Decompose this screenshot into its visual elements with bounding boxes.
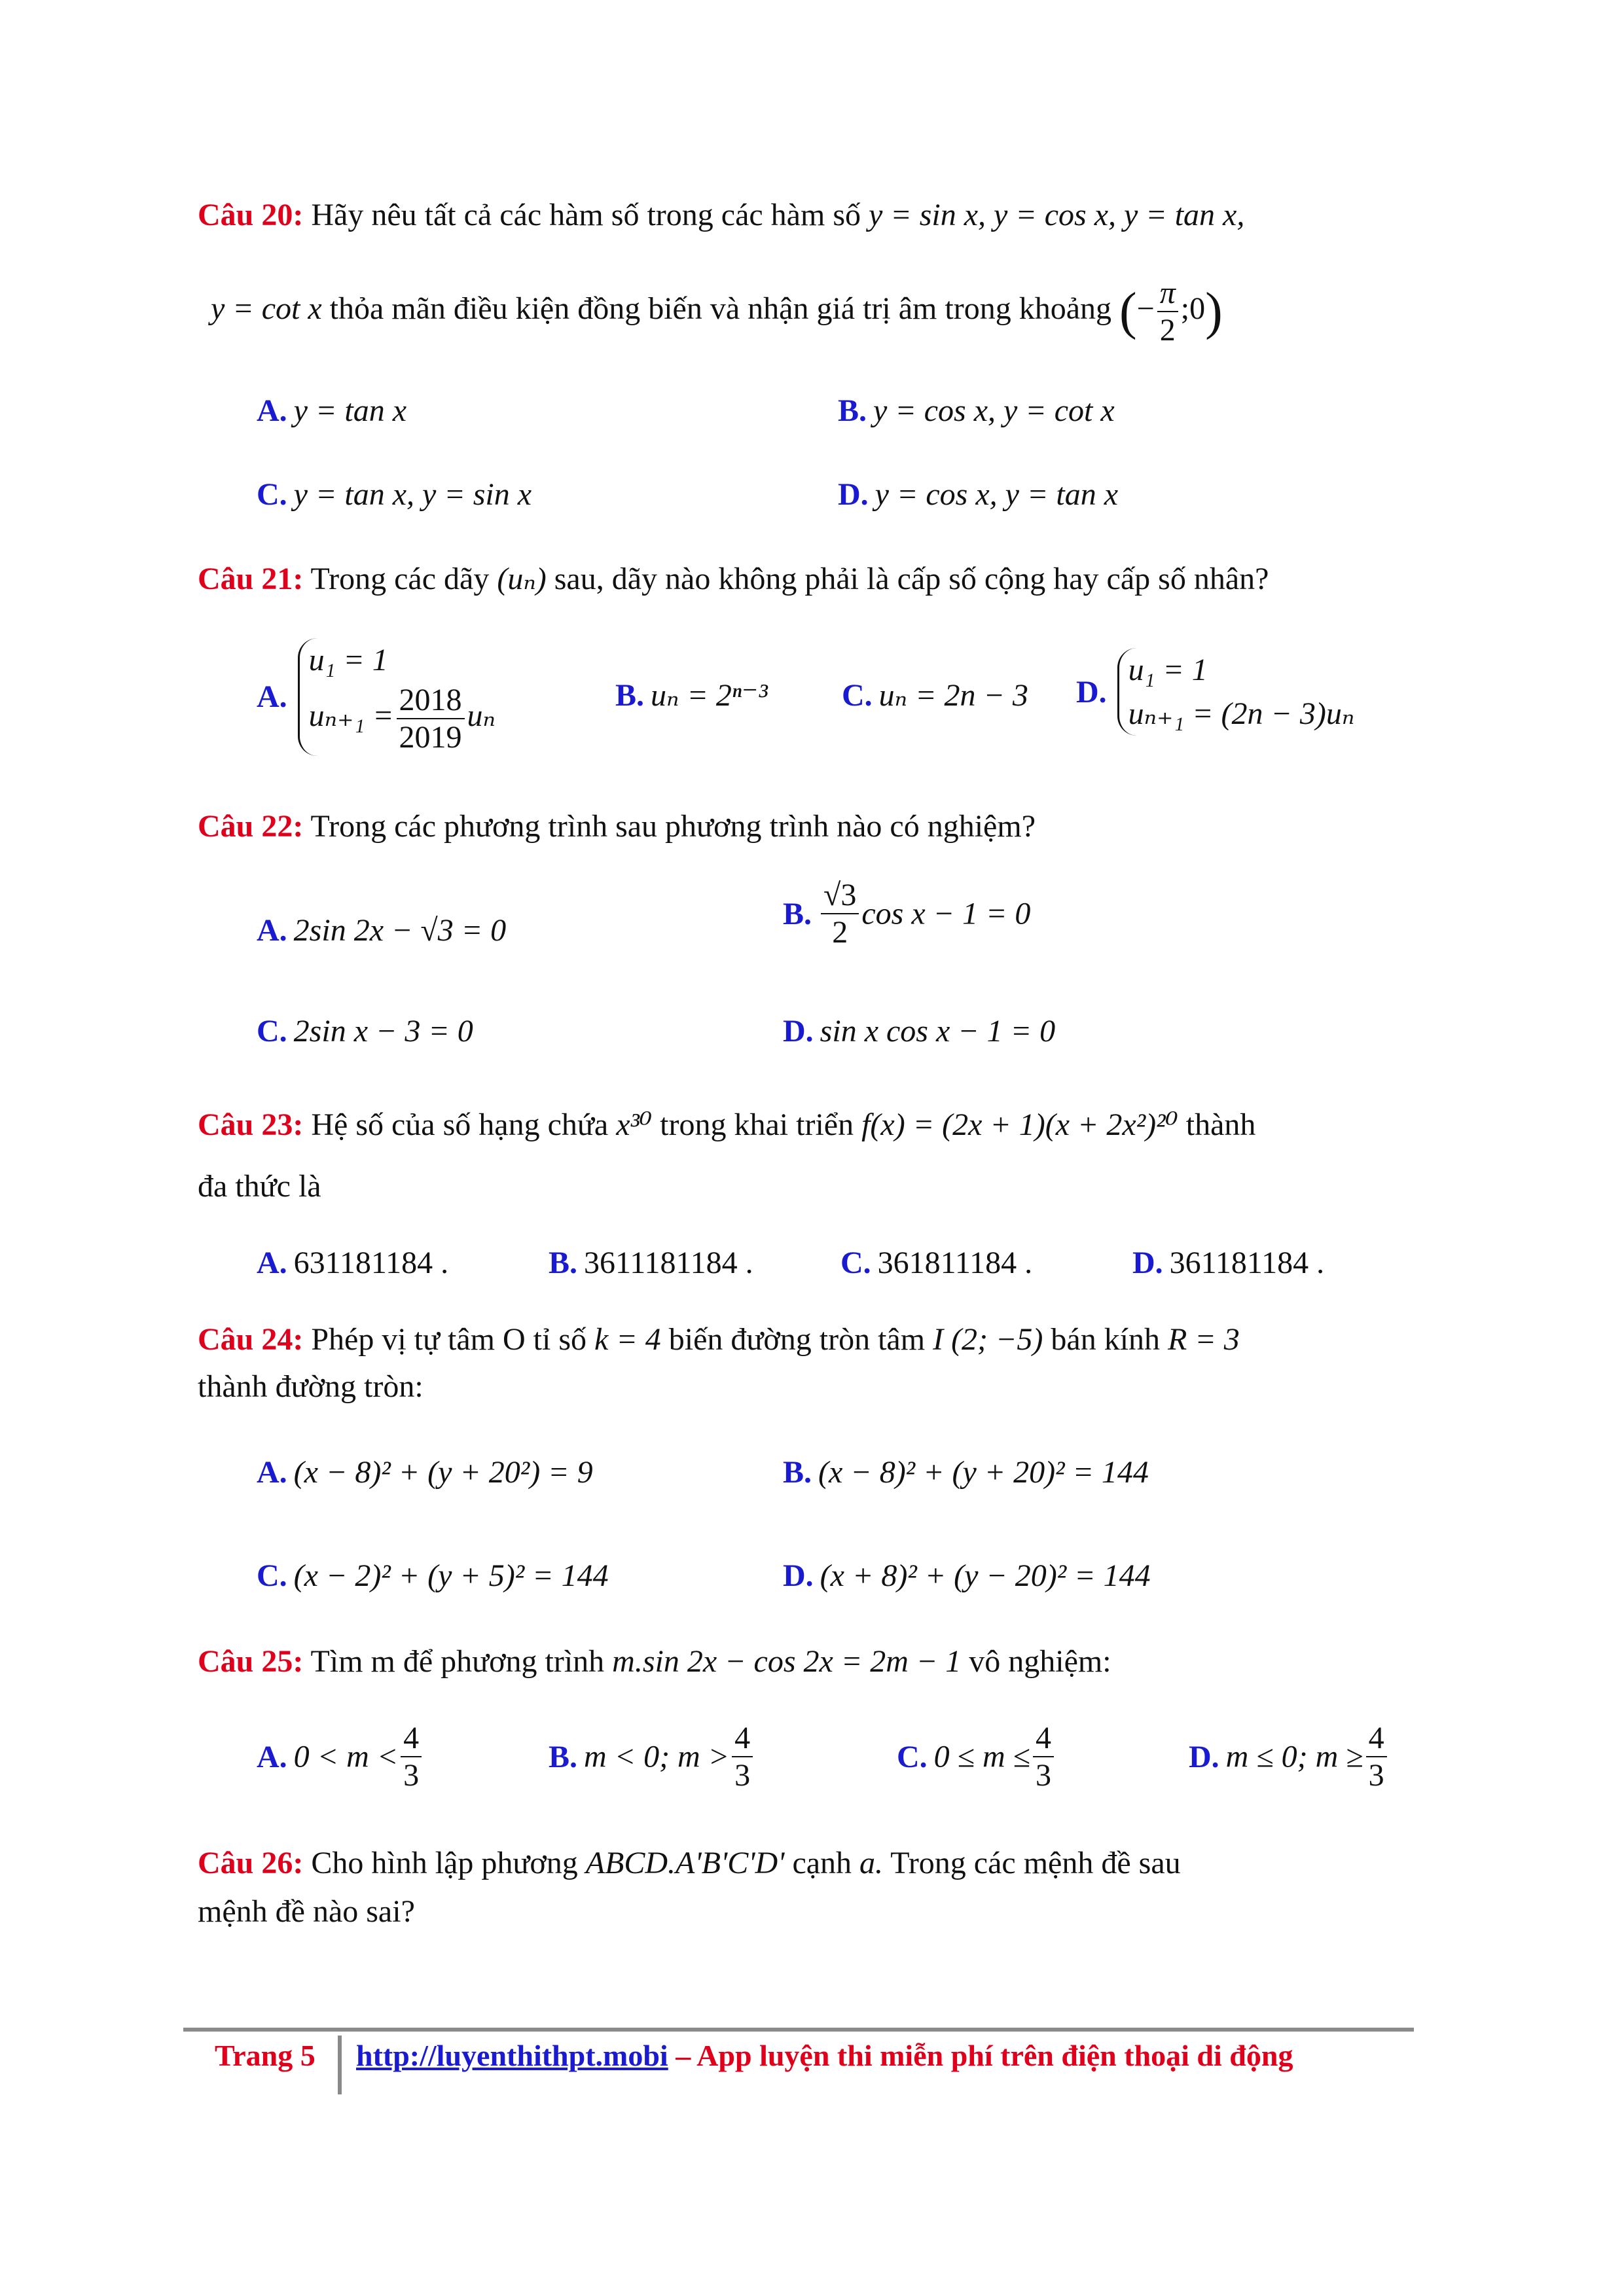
option-b[interactable] [838, 393, 1115, 429]
option-b[interactable] [549, 1720, 755, 1793]
option-d[interactable] [838, 476, 1118, 512]
option-label: D. [1076, 674, 1107, 709]
option-text: (x − 8)² + (y + 20)² = 144 [818, 1455, 1149, 1490]
option-text: 0 < m < [293, 1739, 399, 1774]
question-20 [198, 196, 1441, 234]
option-b[interactable] [783, 1454, 1149, 1490]
math-expression: ABCD.A'B'C'D' [585, 1846, 785, 1880]
option-a[interactable] [257, 1720, 424, 1793]
option-text: 361811184 . [877, 1246, 1033, 1280]
fraction-numerator: 4 [1366, 1720, 1387, 1757]
option-c[interactable] [897, 1720, 1056, 1793]
fraction-denominator: 3 [1368, 1758, 1384, 1793]
option-d[interactable] [1132, 1245, 1324, 1281]
question-text: Tìm m để phương trình [310, 1644, 605, 1679]
math-expression: y = sin x, y = cos x, y = tan x, [869, 198, 1245, 232]
question-text: Cho hình lập phương [311, 1846, 578, 1880]
math-expression: k = 4 [594, 1322, 661, 1357]
option-label: C. [840, 1246, 871, 1280]
question-22 [198, 808, 1441, 846]
option-text: 3611181184 . [584, 1246, 753, 1280]
question-label: Câu 20: [198, 198, 304, 232]
fraction-denominator: 2 [1159, 313, 1176, 348]
option-label: A. [257, 1739, 287, 1774]
question-text: cạnh [792, 1846, 852, 1880]
question-text: mệnh đề nào sai? [198, 1894, 415, 1929]
minus-sign: − [1136, 291, 1155, 327]
option-b[interactable] [615, 677, 768, 713]
option-text: y = tan x, y = sin x [293, 477, 532, 512]
option-text: 2sin 2x − √3 = 0 [293, 913, 507, 948]
math-expression: y = cot x [211, 291, 322, 327]
option-label: C. [842, 678, 873, 713]
option-c[interactable] [840, 1245, 1032, 1281]
question-20-line2 [211, 275, 1454, 348]
option-label: A. [257, 1246, 287, 1280]
question-text: Trong các dãy [310, 562, 490, 596]
option-label: A. [257, 393, 287, 428]
option-label: C. [257, 1014, 287, 1049]
question-text: trong khai triển [660, 1107, 854, 1142]
equation-system [298, 638, 496, 756]
question-text: Hệ số của số hạng chứa [311, 1107, 609, 1142]
option-text: (x − 2)² + (y + 5)² = 144 [293, 1558, 609, 1593]
question-text: Hãy nêu tất cả các hàm số trong các hàm số [311, 198, 861, 232]
option-label: D. [783, 1558, 814, 1593]
question-25 [198, 1643, 1441, 1681]
math-expression: x³⁰ [616, 1107, 653, 1142]
footer-separator [338, 2036, 342, 2094]
fraction [1366, 1720, 1387, 1793]
page-word: Trang [215, 2039, 293, 2072]
math-expression: (uₙ) [497, 562, 547, 596]
question-text: vô nghiệm: [969, 1644, 1111, 1679]
option-label: A. [257, 679, 287, 715]
option-text: m ≤ 0; m ≥ [1225, 1739, 1363, 1774]
option-text: y = cos x, y = tan x [875, 477, 1118, 512]
fraction-denominator: 2 [832, 915, 848, 950]
equation-system [1117, 648, 1355, 736]
fraction-denominator: 3 [403, 1758, 420, 1793]
paren-close: ) [1205, 283, 1223, 341]
question-label: Câu 21: [198, 562, 304, 596]
option-text: y = tan x [293, 393, 407, 428]
system-line-right: uₙ [467, 698, 496, 734]
option-label: B. [783, 896, 812, 931]
question-text: Trong các mệnh đề sau [890, 1846, 1181, 1880]
option-label: B. [838, 393, 867, 428]
question-24-line2 [198, 1368, 1441, 1406]
fraction-denominator: 3 [734, 1758, 751, 1793]
option-c[interactable] [257, 1013, 473, 1049]
option-b[interactable] [783, 877, 1030, 950]
math-expression: R = 3 [1168, 1322, 1240, 1357]
fraction-numerator: 4 [1033, 1720, 1054, 1757]
option-text: uₙ = 2ⁿ⁻³ [651, 678, 768, 713]
question-text: bán kính [1051, 1322, 1161, 1357]
option-label: B. [783, 1455, 812, 1490]
fraction-numerator: 2018 [397, 682, 465, 719]
question-23 [198, 1106, 1441, 1144]
system-line: u₁ = 1 [1128, 653, 1208, 687]
option-a[interactable] [257, 1245, 448, 1281]
option-d[interactable] [1076, 648, 1354, 736]
fraction-denominator: 3 [1036, 1758, 1052, 1793]
fraction-numerator: 4 [732, 1720, 753, 1757]
option-text: 361181184 . [1169, 1246, 1325, 1280]
option-text: sin x cos x − 1 = 0 [820, 1014, 1056, 1049]
question-26-line2 [198, 1893, 1441, 1931]
math-expression: a. [859, 1846, 884, 1880]
question-text: biến đường tròn tâm [668, 1322, 926, 1357]
option-label: D. [783, 1014, 814, 1049]
option-a[interactable] [257, 393, 406, 429]
fraction [397, 682, 465, 755]
option-label: B. [615, 678, 645, 713]
option-text: m < 0; m > [584, 1739, 730, 1774]
math-expression: m.sin 2x − cos 2x = 2m − 1 [612, 1644, 962, 1679]
option-d[interactable] [1189, 1720, 1390, 1793]
option-label: D. [1189, 1739, 1219, 1774]
option-text: (x + 8)² + (y − 20)² = 144 [820, 1558, 1151, 1593]
option-label: B. [549, 1246, 578, 1280]
footer-divider [183, 2028, 1414, 2032]
option-a[interactable] [257, 1454, 593, 1490]
paren-open: ( [1119, 283, 1137, 341]
option-label: D. [1132, 1246, 1163, 1280]
question-24 [198, 1321, 1441, 1359]
fraction [821, 877, 859, 950]
fraction-numerator: π [1157, 275, 1178, 312]
footer-link[interactable]: http://luyenthithpt.mobi [356, 2039, 668, 2072]
option-d[interactable] [783, 1013, 1055, 1049]
option-text: cos x − 1 = 0 [861, 896, 1031, 931]
question-label: Câu 26: [198, 1846, 304, 1880]
question-label: Câu 22: [198, 809, 304, 844]
question-text: Phép vị tự tâm O tỉ số [311, 1322, 587, 1357]
option-label: D. [838, 477, 869, 512]
question-23-line2 [198, 1168, 1441, 1206]
option-label: C. [897, 1739, 928, 1774]
option-label: A. [257, 913, 287, 948]
option-a[interactable] [257, 638, 496, 756]
option-b[interactable] [549, 1245, 753, 1281]
fraction [1033, 1720, 1054, 1793]
question-text: thành đường tròn: [198, 1369, 424, 1404]
option-label: A. [257, 1455, 287, 1490]
option-text: 0 ≤ m ≤ [933, 1739, 1031, 1774]
question-text: Trong các phương trình sau phương trình nào có nghiệm? [310, 809, 1036, 844]
option-text: (x − 8)² + (y + 20²) = 9 [293, 1455, 593, 1490]
system-line: uₙ₊₁ = (2n − 3)uₙ [1128, 696, 1355, 732]
question-text: thành [1185, 1107, 1256, 1142]
question-text: sau, dãy nào không phải là cấp số cộng hay cấp số nhân? [554, 562, 1269, 596]
option-text: 631181184 . [293, 1246, 449, 1280]
fraction [732, 1720, 753, 1793]
page-number-value: 5 [300, 2039, 316, 2072]
option-c[interactable] [257, 476, 532, 512]
option-text: 2sin x − 3 = 0 [293, 1014, 473, 1049]
option-c[interactable] [842, 677, 1028, 713]
question-text: thỏa mãn điều kiện đồng biến và nhận giá trị âm trong khoảng [329, 291, 1112, 327]
interval-end: ;0 [1180, 291, 1206, 327]
option-text: y = cos x, y = cot x [873, 393, 1115, 428]
option-d[interactable] [783, 1558, 1151, 1594]
option-label: C. [257, 1558, 287, 1593]
fraction-numerator: 4 [401, 1720, 422, 1757]
page-number [215, 2038, 316, 2073]
footer-tagline: – App luyện thi miễn phí trên điện thoại di động [676, 2039, 1293, 2072]
option-label: B. [549, 1739, 578, 1774]
math-expression: I (2; −5) [933, 1322, 1043, 1357]
math-expression: f(x) = (2x + 1)(x + 2x²)²⁰ [861, 1107, 1178, 1142]
fraction-denominator: 2019 [399, 720, 462, 755]
footer-text [356, 2038, 1293, 2073]
question-label: Câu 24: [198, 1322, 304, 1357]
option-label: C. [257, 477, 287, 512]
option-a[interactable] [257, 912, 506, 948]
fraction [401, 1720, 422, 1793]
system-line-left: uₙ₊₁ = [308, 698, 394, 734]
option-c[interactable] [257, 1558, 609, 1594]
question-21 [198, 560, 1441, 598]
option-text: uₙ = 2n − 3 [878, 678, 1028, 713]
question-label: Câu 23: [198, 1107, 304, 1142]
question-label: Câu 25: [198, 1644, 304, 1679]
system-line: u₁ = 1 [308, 643, 388, 677]
system-line [309, 682, 496, 755]
fraction [1157, 275, 1178, 348]
fraction-numerator: √3 [821, 877, 859, 914]
question-text: đa thức là [198, 1169, 321, 1204]
question-26 [198, 1844, 1441, 1882]
